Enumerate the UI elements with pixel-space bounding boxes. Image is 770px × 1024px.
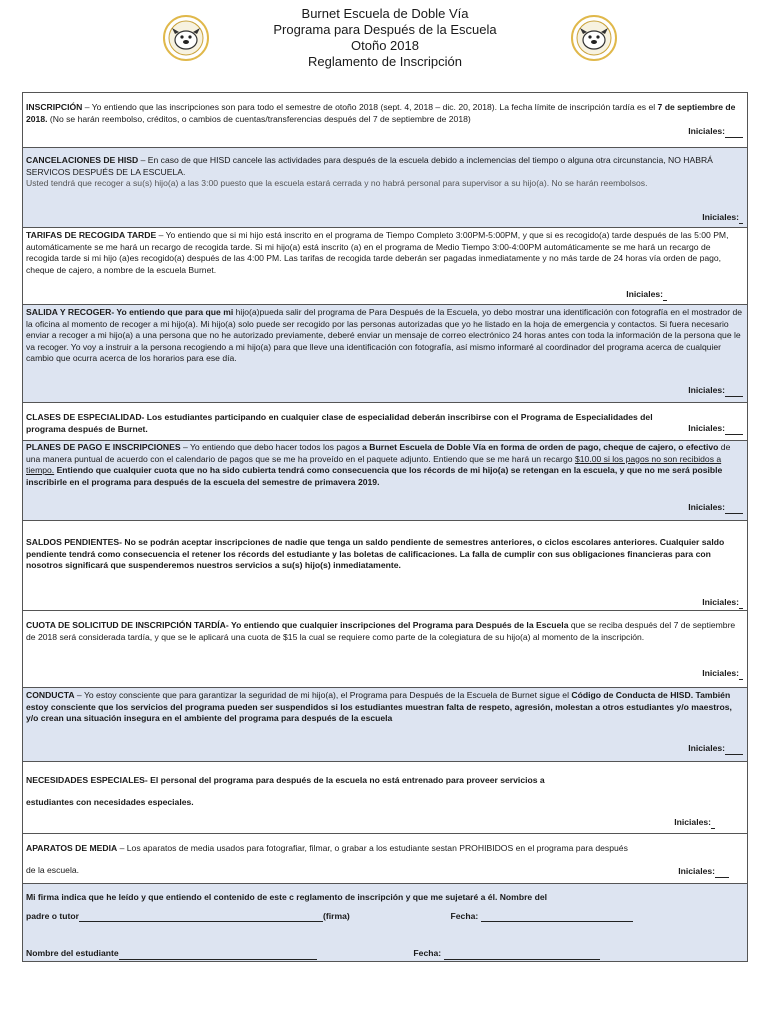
cancelaciones-note: Usted tendrá que recoger a su(s) hijo(a) a las 3:00 puesto que la escuela estará cerrada y no habrá personal para supervisor a su hijo(a). No se harán reembolsos. bbox=[26, 178, 648, 189]
section-firma bbox=[23, 884, 747, 961]
initials-clases[interactable]: Iniciales: bbox=[688, 423, 743, 435]
planes-bold-b: Entiendo que cualquier cuota que no ha sido cubierta tendrá como consecuencia que los récords de mi hijo(a) se retengan en la escuela, y que no me será posible inscribirle en el programa para después de la escuela del semestre de primavera 2019. bbox=[26, 465, 723, 487]
rules-document bbox=[22, 92, 748, 962]
conducta-title: CONDUCTA bbox=[26, 690, 75, 700]
initials-tarifas[interactable]: Iniciales: bbox=[626, 289, 667, 301]
cancelaciones-text: – En caso de que HISD cancele las actividades para después de la escuela debido a inclemencias del tiempo o alguna otra circunstancia, NO HABRÁ SERVICOS DESPUÉS DE LA ESCUELA. bbox=[26, 155, 713, 177]
necesidades-line1: NECESIDADES ESPECIALES- El personal del programa para después de la escuela no está entrenado para proveer servicios a bbox=[26, 775, 545, 785]
cuota-title: CUOTA DE SOLICITUD DE INSCRIPCIÓN TARDÍA- Yo entiendo que cualquier inscripciones del Programa para Después de la Escuela bbox=[26, 620, 569, 630]
initials-planes[interactable]: Iniciales: bbox=[688, 502, 743, 514]
firma-parent-label: padre o tutor bbox=[26, 910, 79, 921]
header-program-name: Programa para Después de la Escuela bbox=[273, 22, 497, 37]
initials-cuota[interactable]: Iniciales: bbox=[702, 668, 743, 680]
initials-conducta[interactable]: Iniciales: bbox=[688, 743, 743, 755]
planes-title: PLANES DE PAGO E INSCRIPCIONES bbox=[26, 442, 181, 452]
section-saldos bbox=[23, 521, 747, 611]
inscripcion-date: 7 de septiembre de 2018. bbox=[26, 102, 736, 124]
clases-text: CLASES DE ESPECIALIDAD- Los estudiantes participando en cualquier clase de especialidad deberán inscribirse con el Programa de Especialidades del programa después de Burnet. bbox=[26, 412, 653, 434]
inscripcion-title: INSCRIPCIÓN bbox=[26, 102, 83, 112]
section-cuota bbox=[23, 611, 747, 688]
inscripcion-text-b: (No se harán reembolso, créditos, o cambios de cuentas/transferencias después del 7 de septiembre de 2018) bbox=[47, 113, 471, 124]
cuota-text: que se reciba después del 7 de septiembre de 2018 será considerada tardía, y que se le aplicará una cuota de $15 la cual se requiere como parte de la colegiatura de su hijo(a) al momento de la inscripción. bbox=[26, 620, 736, 642]
salida-title: SALIDA Y RECOGER- Yo entiendo que para que mi bbox=[26, 307, 234, 317]
section-cancelaciones bbox=[23, 148, 747, 228]
firma-signature-label: (firma) bbox=[323, 910, 350, 921]
cancelaciones-title: CANCELACIONES DE HISD bbox=[26, 155, 139, 165]
header-term: Otoño 2018 bbox=[351, 38, 419, 53]
parent-name-signature-line[interactable] bbox=[79, 921, 323, 922]
student-date-line[interactable] bbox=[444, 959, 600, 960]
planes-text-a: – Yo entiendo que debo hacer todos los pagos bbox=[180, 442, 363, 452]
planes-fee: $10.00 si los pagos no son recibidos a tiempo. bbox=[26, 453, 722, 476]
firma-statement: Mi firma indica que he leído y que entiendo el contenido de este c reglamento de inscripción y que me sujetaré a él. Nombre del bbox=[26, 892, 548, 902]
saldos-text: SALDOS PENDIENTES- No se podrán aceptar inscripciones de nadie que tenga un saldo pendiente de semestres anteriores, o ciclos escolares anteriores. Cualquier saldo pendiente tendrá como consecuencia el retener los récords del estudiante y las boletas de calificaciones. La falla de cumplir con sus obligaciones financieras para con nosotros significará que suspenderemos nuestros servicios a su(s) hijo(s) inmediatamente. bbox=[26, 537, 725, 571]
aparatos-title: APARATOS DE MEDIA bbox=[26, 843, 118, 853]
student-name-line[interactable] bbox=[119, 959, 317, 960]
section-inscripcion bbox=[23, 93, 747, 148]
section-conducta bbox=[23, 688, 747, 762]
initials-necesidades[interactable]: Iniciales: bbox=[674, 817, 715, 829]
header-school-name: Burnet Escuela de Doble Vía bbox=[301, 6, 469, 21]
tarifas-title: TARIFAS DE RECOGIDA TARDE bbox=[26, 230, 157, 240]
planes-bold-a: a Burnet Escuela de Doble Vía en forma de orden de pago, cheque de cajero, o efectivo bbox=[362, 442, 719, 452]
section-aparatos bbox=[23, 834, 747, 884]
initials-cancelaciones[interactable]: Iniciales: bbox=[702, 212, 743, 224]
section-tarifas bbox=[23, 228, 747, 305]
conducta-bold: Código de Conducta de HISD. También estoy consciente que los servicios del programa pueden ser suspendidos si los estudiantes muestran falta de respeto, agresión, molestan a otros estudiantes y/o maestros, y/o crean una situación insegura en el ambiente del programa para después de la escuela bbox=[26, 690, 732, 724]
initials-inscripcion[interactable]: Iniciales: bbox=[688, 126, 743, 138]
section-salida bbox=[23, 305, 747, 403]
aparatos-text: – Los aparatos de media usados para fotografiar, filmar, o grabar a los estudiante sestan PROHIBIDOS en el programa para después bbox=[117, 843, 628, 853]
firma-date-label: Fecha: bbox=[450, 910, 479, 921]
planes-text-b: de una manera puntual de acuerdo con el calendario de pagos que se me ha proveído en el paquete adjunto. Entiendo que se me hará un recargo bbox=[26, 442, 731, 464]
document-header bbox=[0, 6, 770, 70]
section-planes bbox=[23, 441, 747, 521]
section-necesidades bbox=[23, 762, 747, 834]
initials-salida[interactable]: Iniciales: bbox=[688, 385, 743, 397]
inscripcion-text-a: – Yo entiendo que las inscripciones son para todo el semestre de otoño 2018 (sept. 4, 2018 – dic. 20, 2018). La fecha límite de inscripción tardía es el bbox=[82, 102, 658, 112]
necesidades-line2: estudiantes con necesidades especiales. bbox=[26, 796, 194, 807]
student-name-label: Nombre del estudiante bbox=[26, 948, 119, 959]
salida-text: hijo(a)pueda salir del programa de Para Después de la Escuela, yo debo mostrar una identificación con fotografía en el mostrador de la oficina al momento de recoger a mi hijo(a). Mi hijo(a) solo puede ser recogido por las personas autorizadas que yo he listado en la hoja de emergencia y contactos. Si fuera necesario enviar a recoger a mi hijo(a) a una persona que no he autorizado previamente, deberé enviar un mensaje de correo electrónico 24 horas antes con toda la información de la persona que le va recoger. Yo voy a instruir a la persona recogiendo a mi hijo(a) para que lleve una identificación con fotografía, así mismo informaré al coordinador del programa acerca de cualquier cambio que ocurra acerca de los horarios para ese día. bbox=[26, 307, 743, 364]
header-title: Reglamento de Inscripción bbox=[308, 54, 462, 69]
initials-aparatos[interactable]: Iniciales: bbox=[678, 866, 729, 878]
tarifas-text: – Yo entiendo que si mi hijo está inscrito en el programa de Tiempo Completo 3:00PM-5:00PM, y que si es recogido(a) tarde después de las 5:00 PM, automáticamente se me hará un recargo de recogida tarde. Si mi hijo(a) está inscrito (a) en el programa de Medio Tiempo 3:00-4:00PM automáticamente se me hará un recargo de recogida tarde si mi hijo (a)es recogido(a) después de las 4:00 PM. Las tarifas de recogida tarde deberán ser pagadas inmediatamente y no más tarde de 24 horas vía orden de pago, cheque de cajero, a nombre de la escuela Burnet. bbox=[26, 230, 729, 275]
section-clases bbox=[23, 403, 747, 441]
aparatos-line2: de la escuela. bbox=[26, 864, 80, 875]
initials-saldos[interactable]: Iniciales: bbox=[702, 597, 743, 609]
parent-date-line[interactable] bbox=[481, 921, 633, 922]
conducta-text: – Yo estoy consciente que para garantizar la seguridad de mi hijo(a), el Programa para Después de la Escuela de Burnet sigue el bbox=[74, 690, 572, 700]
student-date-label: Fecha: bbox=[413, 948, 442, 959]
